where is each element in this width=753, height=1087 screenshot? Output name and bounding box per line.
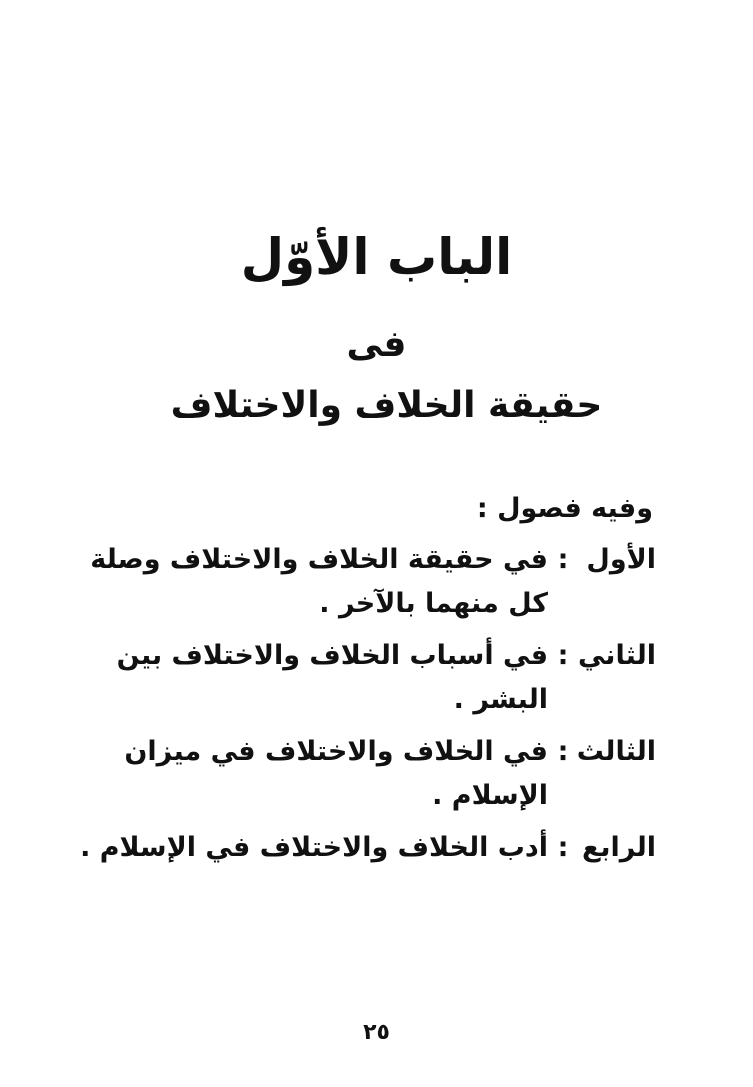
chapters-intro: وفيه فصول : [476,493,653,524]
chapter-separator: : [557,640,569,671]
chapter-label: الرابع [581,832,656,863]
chapter-item-4 [56,826,656,870]
chapter-label: الأول [586,544,656,575]
page-number: ٢٥ [363,1020,390,1045]
chapter-separator: : [557,544,569,575]
chapter-text: أدب الخلاف والاختلاف في الإسلام . [80,832,548,863]
chapter-item-3 [56,730,656,818]
chapter-item-2 [56,634,656,722]
chapter-label: الثالث [576,736,656,767]
chapter-separator: : [557,832,569,863]
chapter-label: الثاني [577,640,656,671]
part-subject: حقيقة الخلاف والاختلاف [170,385,603,426]
chapter-list [56,538,656,878]
part-title: الباب الأوّل [240,228,513,286]
chapter-item-1 [56,538,656,626]
chapter-text: في الخلاف والاختلاف في ميزان الإسلام . [124,736,548,811]
chapter-text: في أسباب الخلاف والاختلاف بين البشر . [116,640,548,715]
part-preposition: فى [346,324,407,365]
chapter-separator: : [557,736,569,767]
chapter-text: في حقيقة الخلاف والاختلاف وصلة كل منهما بالآخر . [90,544,548,619]
